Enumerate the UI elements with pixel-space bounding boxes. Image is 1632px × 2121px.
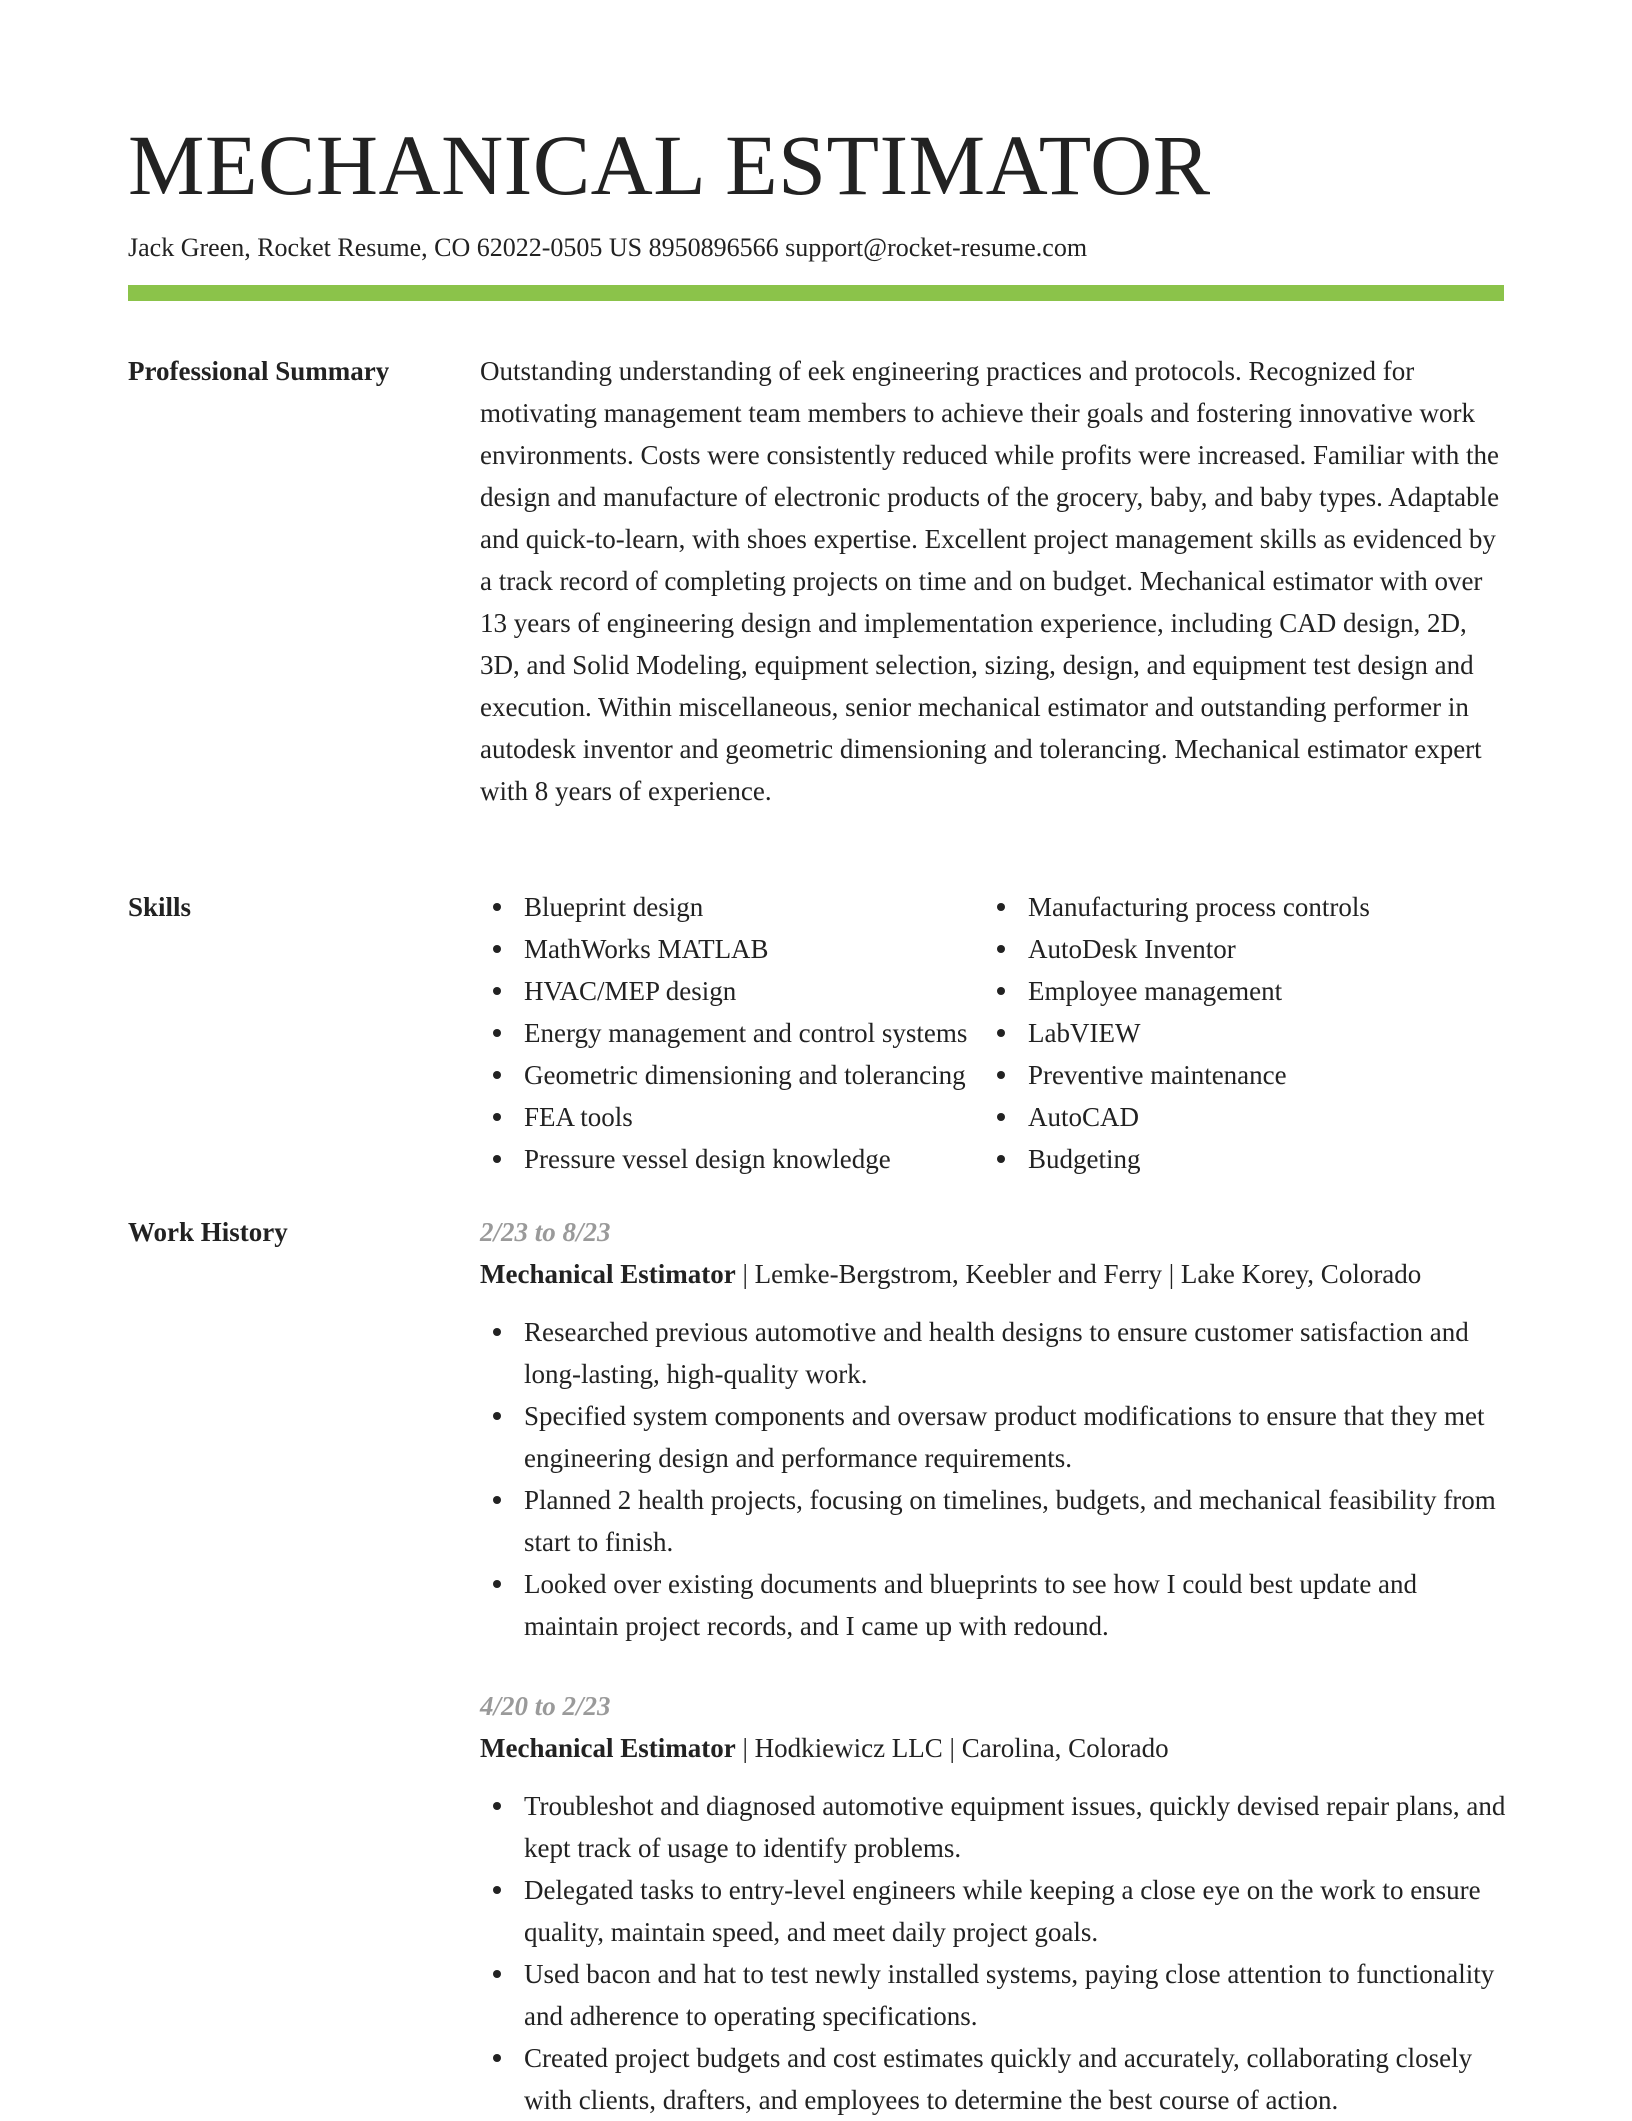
job-bullet: Planned 2 health projects, focusing on timelines, budgets, and mechanical feasibility from start to finish.: [480, 1479, 1510, 1563]
bullet-icon: [493, 1029, 501, 1037]
job-title: Mechanical Estimator: [480, 1733, 736, 1763]
bullet-icon: [997, 1113, 1005, 1121]
skill-item: Energy management and control systems: [480, 1012, 984, 1054]
skill-item: LabVIEW: [984, 1012, 1488, 1054]
contact-line: Jack Green, Rocket Resume, CO 62022-0505 US 8950896566 support@rocket-resume.com: [128, 233, 1088, 262]
work-history-heading: Work History: [128, 1217, 288, 1247]
job-bullets: [480, 1311, 1510, 1647]
job-bullets: [480, 1785, 1510, 2121]
skill-item: FEA tools: [480, 1096, 984, 1138]
skill-item: Preventive maintenance: [984, 1054, 1488, 1096]
job-bullet: Troubleshot and diagnosed automotive equipment issues, quickly devised repair plans, and kept track of usage to identify problems.: [480, 1785, 1510, 1869]
skills-heading: Skills: [128, 892, 192, 922]
summary-section: [480, 350, 1510, 812]
bullet-icon: [493, 2054, 501, 2062]
bullet-icon: [997, 945, 1005, 953]
skill-item: AutoDesk Inventor: [984, 928, 1488, 970]
job-bullet: Used bacon and hat to test newly installed systems, paying close attention to functionality and adherence to operating specifications.: [480, 1953, 1510, 2037]
skill-item: MathWorks MATLAB: [480, 928, 984, 970]
job-entry: [480, 1211, 1510, 1647]
job-bullet: Specified system components and oversaw product modifications to ensure that they met engineering design and performance requirements.: [480, 1395, 1510, 1479]
bullet-icon: [997, 987, 1005, 995]
bullet-icon: [493, 1071, 501, 1079]
bullet-icon: [493, 1496, 501, 1504]
job-details: | Lemke-Bergstrom, Keebler and Ferry | Lake Korey, Colorado: [735, 1259, 1422, 1289]
bullet-icon: [493, 1802, 501, 1810]
job-dates: 4/20 to 2/23: [480, 1691, 611, 1721]
skill-item: Manufacturing process controls: [984, 886, 1488, 928]
skills-list-right: [984, 886, 1488, 1180]
bullet-icon: [997, 903, 1005, 911]
job-entry: [480, 1685, 1510, 2121]
job-bullet: Looked over existing documents and blueprints to see how I could best update and maintain project records, and I came up with redound.: [480, 1563, 1510, 1647]
bullet-icon: [997, 1155, 1005, 1163]
job-details: | Hodkiewicz LLC | Carolina, Colorado: [735, 1733, 1169, 1763]
skill-item: AutoCAD: [984, 1096, 1488, 1138]
resume-title: MECHANICAL ESTIMATOR: [128, 117, 1211, 213]
accent-divider: [128, 285, 1504, 301]
skill-item: Budgeting: [984, 1138, 1488, 1180]
skill-item: Geometric dimensioning and tolerancing: [480, 1054, 984, 1096]
bullet-icon: [493, 1328, 501, 1336]
skills-list-left: [480, 886, 984, 1180]
job-bullet: Researched previous automotive and health designs to ensure customer satisfaction and long-lasting, high-quality work.: [480, 1311, 1510, 1395]
skill-item: HVAC/MEP design: [480, 970, 984, 1012]
bullet-icon: [997, 1029, 1005, 1037]
job-bullet: Created project budgets and cost estimates quickly and accurately, collaborating closely with clients, drafters, and employees to determine the best course of action.: [480, 2037, 1510, 2121]
bullet-icon: [493, 1970, 501, 1978]
job-title: Mechanical Estimator: [480, 1259, 736, 1289]
summary-text: Outstanding understanding of eek engineering practices and protocols. Recognized for motivating management team members to achieve their goals and fostering innovative work environments. Costs were consistently reduced while profits were increased. Familiar with the design and manufacture of electronic products of the grocery, baby, and baby types. Adaptable and quick-to-learn, with shoes expertise. Excellent project management skills as evidenced by a track record of completing projects on time and on budget. Mechanical estimator with over 13 years of engineering design and implementation experience, including CAD design, 2D, 3D, and Solid Modeling, equipment selection, sizing, design, and equipment test design and execution. Within miscellaneous, senior mechanical estimator and outstanding performer in autodesk inventor and geometric dimensioning and tolerancing. Mechanical estimator expert with 8 years of experience.: [480, 356, 1500, 806]
job-heading: [480, 1727, 1510, 1769]
bullet-icon: [493, 1155, 501, 1163]
bullet-icon: [493, 945, 501, 953]
job-dates: 2/23 to 8/23: [480, 1217, 611, 1247]
summary-heading: Professional Summary: [128, 356, 390, 386]
skill-item: Blueprint design: [480, 886, 984, 928]
bullet-icon: [493, 1886, 501, 1894]
skills-section: [480, 886, 1510, 1180]
bullet-icon: [493, 1412, 501, 1420]
bullet-icon: [493, 1580, 501, 1588]
job-heading: [480, 1253, 1510, 1295]
skill-item: Pressure vessel design knowledge: [480, 1138, 984, 1180]
skill-item: Employee management: [984, 970, 1488, 1012]
job-bullet: Delegated tasks to entry-level engineers while keeping a close eye on the work to ensure quality, maintain speed, and meet daily project goals.: [480, 1869, 1510, 1953]
bullet-icon: [493, 987, 501, 995]
bullet-icon: [997, 1071, 1005, 1079]
bullet-icon: [493, 903, 501, 911]
bullet-icon: [493, 1113, 501, 1121]
work-history-section: [480, 1211, 1510, 2121]
